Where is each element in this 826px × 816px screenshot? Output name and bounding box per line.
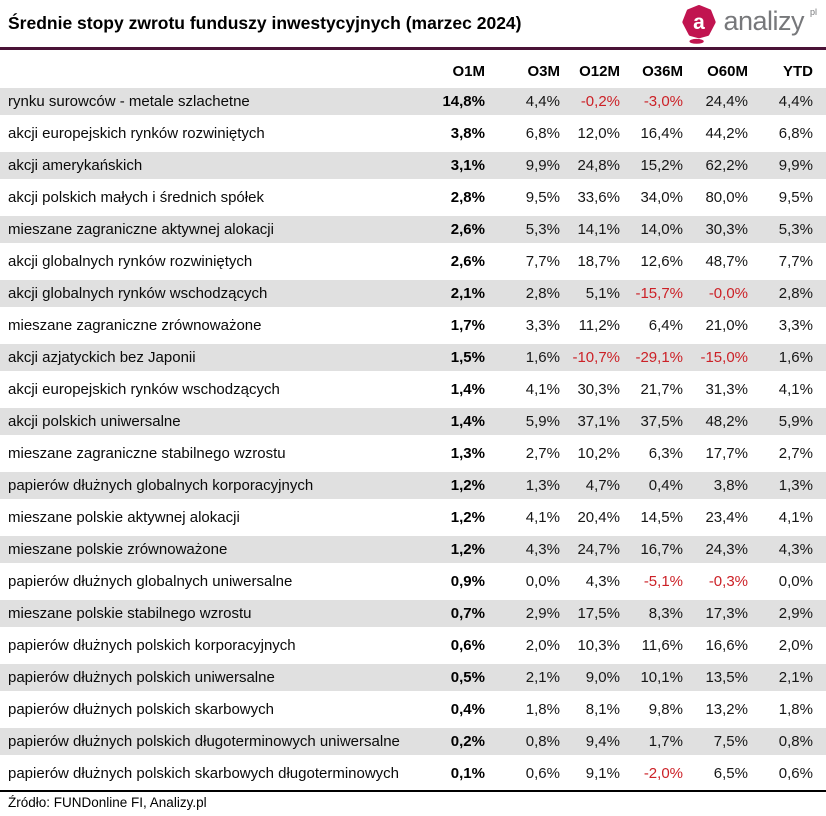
- column-header-o3m: O3M: [527, 62, 560, 80]
- fund-category-label: rynku surowców - metale szlachetne: [8, 93, 250, 110]
- value-o3m: 0,6%: [525, 765, 560, 782]
- column-header-ytd: YTD: [783, 62, 813, 80]
- value-o12m: 4,3%: [585, 573, 620, 590]
- analizy-logo: [680, 4, 818, 44]
- value-o12m: -0,2%: [580, 93, 620, 110]
- value-ytd: 7,7%: [778, 253, 813, 270]
- value-ytd: 2,1%: [778, 669, 813, 686]
- value-o1m: 2,6%: [450, 253, 485, 270]
- value-o12m: 18,7%: [577, 253, 620, 270]
- fund-category-label: mieszane polskie zrównoważone: [8, 541, 228, 558]
- table-row: [0, 632, 826, 659]
- value-ytd: 2,0%: [778, 637, 813, 654]
- fund-category-label: papierów dłużnych polskich skarbowych długoterminowych: [8, 765, 400, 782]
- value-o3m: 9,5%: [525, 189, 560, 206]
- value-o60m: 6,5%: [713, 765, 748, 782]
- source-note: Źródło: FUNDonline FI, Analizy.pl: [8, 795, 207, 810]
- value-o3m: 4,4%: [525, 93, 560, 110]
- value-o1m: 14,8%: [442, 93, 485, 110]
- value-o60m: 44,2%: [705, 125, 748, 142]
- logo-wordmark: analizy: [723, 6, 804, 36]
- value-o36m: 11,6%: [641, 637, 683, 654]
- value-o12m: 8,1%: [585, 701, 620, 718]
- table-row: [0, 664, 826, 691]
- column-header-o60m: O60M: [707, 62, 748, 80]
- value-ytd: 9,9%: [778, 157, 813, 174]
- value-o60m: 80,0%: [705, 189, 748, 206]
- table-row: [0, 408, 826, 435]
- value-o1m: 3,8%: [450, 125, 485, 142]
- table-row: [0, 88, 826, 115]
- value-o60m: 62,2%: [705, 157, 748, 174]
- value-o1m: 2,6%: [450, 221, 485, 238]
- value-o60m: 16,6%: [705, 637, 748, 654]
- value-ytd: 0,6%: [778, 765, 813, 782]
- value-o1m: 1,4%: [450, 381, 485, 398]
- value-o3m: 9,9%: [525, 157, 560, 174]
- value-ytd: 2,9%: [778, 605, 813, 622]
- value-o12m: 33,6%: [577, 189, 620, 206]
- value-o60m: 3,8%: [713, 477, 748, 494]
- value-o60m: 24,4%: [705, 93, 748, 110]
- value-o36m: 14,0%: [640, 221, 683, 238]
- fund-category-label: papierów dłużnych polskich korporacyjnych: [8, 637, 296, 654]
- value-ytd: 4,4%: [778, 93, 813, 110]
- fund-category-label: akcji globalnych rynków wschodzących: [8, 285, 268, 302]
- value-o36m: 14,5%: [640, 509, 683, 526]
- fund-category-label: akcji polskich małych i średnich spółek: [8, 189, 264, 206]
- value-o1m: 0,6%: [450, 637, 485, 654]
- value-o3m: 2,0%: [525, 637, 560, 654]
- column-header-o36m: O36M: [642, 62, 683, 80]
- fund-category-label: mieszane polskie stabilnego wzrostu: [8, 605, 252, 622]
- fund-category-label: mieszane zagraniczne stabilnego wzrostu: [8, 445, 286, 462]
- fund-category-label: akcji europejskich rynków wschodzących: [8, 381, 280, 398]
- value-o12m: 37,1%: [577, 413, 620, 430]
- table-row: [0, 216, 826, 243]
- table-row: [0, 760, 826, 787]
- fund-category-label: papierów dłużnych polskich uniwersalne: [8, 669, 275, 686]
- value-o1m: 1,2%: [450, 509, 485, 526]
- value-o36m: -5,1%: [643, 573, 683, 590]
- value-o1m: 0,5%: [450, 669, 485, 686]
- value-o36m: 6,3%: [648, 445, 683, 462]
- value-o12m: 9,1%: [585, 765, 620, 782]
- value-o3m: 6,8%: [525, 125, 560, 142]
- fund-category-label: papierów dłużnych globalnych korporacyjnych: [8, 477, 314, 494]
- value-o36m: 1,7%: [648, 733, 683, 750]
- footer-divider: [0, 790, 826, 792]
- fund-category-label: akcji polskich uniwersalne: [8, 413, 181, 430]
- value-o36m: 16,4%: [640, 125, 683, 142]
- value-o12m: 12,0%: [577, 125, 620, 142]
- value-ytd: 6,8%: [778, 125, 813, 142]
- value-o60m: 30,3%: [705, 221, 748, 238]
- value-o1m: 1,5%: [450, 349, 485, 366]
- table-row: [0, 152, 826, 179]
- fund-category-label: papierów dłużnych polskich skarbowych: [8, 701, 274, 718]
- value-o60m: 13,2%: [705, 701, 748, 718]
- value-ytd: 1,8%: [778, 701, 813, 718]
- fund-category-label: akcji globalnych rynków rozwiniętych: [8, 253, 253, 270]
- value-o12m: 20,4%: [577, 509, 620, 526]
- fund-category-label: akcji azjatyckich bez Japonii: [8, 349, 196, 366]
- table-row: [0, 696, 826, 723]
- table-header-row: [0, 56, 826, 86]
- table-row: [0, 312, 826, 339]
- table-row: [0, 600, 826, 627]
- fund-category-label: papierów dłużnych polskich długoterminowych uniwersalne: [8, 733, 400, 750]
- value-o36m: -2,0%: [643, 765, 683, 782]
- value-o60m: 48,7%: [705, 253, 748, 270]
- value-o36m: 37,5%: [640, 413, 683, 430]
- title-divider: [0, 47, 826, 50]
- value-ytd: 1,3%: [778, 477, 813, 494]
- value-o3m: 1,3%: [525, 477, 560, 494]
- value-o3m: 1,8%: [525, 701, 560, 718]
- value-o1m: 0,2%: [450, 733, 485, 750]
- value-o12m: 24,8%: [577, 157, 620, 174]
- value-o1m: 3,1%: [450, 157, 485, 174]
- value-o3m: 0,0%: [525, 573, 560, 590]
- value-ytd: 0,0%: [778, 573, 813, 590]
- value-o36m: -3,0%: [643, 93, 683, 110]
- value-o60m: 17,3%: [705, 605, 748, 622]
- value-o12m: 10,2%: [577, 445, 620, 462]
- value-o3m: 4,1%: [525, 381, 560, 398]
- value-o60m: -0,0%: [708, 285, 748, 302]
- value-o1m: 0,9%: [450, 573, 485, 590]
- value-ytd: 4,1%: [778, 509, 813, 526]
- value-o12m: -10,7%: [572, 349, 620, 366]
- value-o36m: 6,4%: [648, 317, 683, 334]
- table-row: [0, 472, 826, 499]
- value-ytd: 1,6%: [778, 349, 813, 366]
- value-o12m: 14,1%: [577, 221, 620, 238]
- value-o3m: 2,9%: [525, 605, 560, 622]
- value-o36m: -15,7%: [635, 285, 683, 302]
- value-ytd: 2,8%: [778, 285, 813, 302]
- table-row: [0, 536, 826, 563]
- value-o3m: 5,3%: [525, 221, 560, 238]
- fund-category-label: papierów dłużnych globalnych uniwersalne: [8, 573, 293, 590]
- value-o1m: 2,8%: [450, 189, 485, 206]
- value-o36m: 15,2%: [640, 157, 683, 174]
- table-body: [0, 88, 826, 792]
- table-row: [0, 728, 826, 755]
- value-o60m: -0,3%: [708, 573, 748, 590]
- value-o3m: 7,7%: [525, 253, 560, 270]
- value-o36m: 10,1%: [640, 669, 683, 686]
- value-o12m: 4,7%: [585, 477, 620, 494]
- table-row: [0, 248, 826, 275]
- value-ytd: 5,3%: [778, 221, 813, 238]
- value-o1m: 1,7%: [450, 317, 485, 334]
- table-row: [0, 568, 826, 595]
- value-o60m: -15,0%: [700, 349, 748, 366]
- value-o3m: 0,8%: [525, 733, 560, 750]
- value-o1m: 1,4%: [450, 413, 485, 430]
- table-row: [0, 440, 826, 467]
- table-row: [0, 280, 826, 307]
- value-ytd: 4,3%: [778, 541, 813, 558]
- fund-category-label: akcji amerykańskich: [8, 157, 143, 174]
- value-o36m: -29,1%: [635, 349, 683, 366]
- value-o36m: 9,8%: [648, 701, 683, 718]
- value-o3m: 1,6%: [525, 349, 560, 366]
- value-o36m: 8,3%: [648, 605, 683, 622]
- value-o60m: 24,3%: [705, 541, 748, 558]
- value-o12m: 11,2%: [578, 317, 620, 334]
- value-o1m: 0,1%: [450, 765, 485, 782]
- table-row: [0, 184, 826, 211]
- value-o3m: 2,7%: [525, 445, 560, 462]
- value-ytd: 4,1%: [778, 381, 813, 398]
- value-o12m: 9,0%: [585, 669, 620, 686]
- fund-category-label: mieszane zagraniczne aktywnej alokacji: [8, 221, 274, 238]
- table-row: [0, 376, 826, 403]
- value-o3m: 5,9%: [525, 413, 560, 430]
- value-o36m: 21,7%: [640, 381, 683, 398]
- value-o12m: 24,7%: [577, 541, 620, 558]
- value-o60m: 31,3%: [705, 381, 748, 398]
- value-o3m: 2,1%: [525, 669, 560, 686]
- value-o36m: 34,0%: [640, 189, 683, 206]
- value-o3m: 4,1%: [525, 509, 560, 526]
- value-o12m: 9,4%: [585, 733, 620, 750]
- value-o36m: 0,4%: [648, 477, 683, 494]
- value-o1m: 1,3%: [450, 445, 485, 462]
- logo-superscript: pl: [809, 6, 817, 17]
- header: [0, 0, 826, 47]
- value-o60m: 23,4%: [705, 509, 748, 526]
- value-o3m: 4,3%: [525, 541, 560, 558]
- column-header-o12m: O12M: [579, 62, 620, 80]
- fund-category-label: akcji europejskich rynków rozwiniętych: [8, 125, 265, 142]
- page-title: Średnie stopy zwrotu funduszy inwestycyjnych (marzec 2024): [8, 12, 522, 33]
- value-o60m: 7,5%: [713, 733, 748, 750]
- value-o12m: 5,1%: [585, 285, 620, 302]
- fund-category-label: mieszane zagraniczne zrównoważone: [8, 317, 262, 334]
- value-ytd: 9,5%: [778, 189, 813, 206]
- value-ytd: 3,3%: [778, 317, 813, 334]
- column-header-o1m: O1M: [452, 62, 485, 80]
- value-o1m: 0,4%: [450, 701, 485, 718]
- value-o60m: 48,2%: [705, 413, 748, 430]
- value-o12m: 30,3%: [577, 381, 620, 398]
- value-ytd: 0,8%: [778, 733, 813, 750]
- value-o3m: 3,3%: [525, 317, 560, 334]
- analizy-badge-icon: [680, 4, 718, 44]
- value-o60m: 17,7%: [705, 445, 748, 462]
- table-row: [0, 504, 826, 531]
- value-ytd: 2,7%: [778, 445, 813, 462]
- value-o1m: 0,7%: [450, 605, 485, 622]
- value-o12m: 10,3%: [577, 637, 620, 654]
- value-ytd: 5,9%: [778, 413, 813, 430]
- logo-letter: a: [693, 10, 706, 34]
- value-o1m: 1,2%: [450, 477, 485, 494]
- table-row: [0, 120, 826, 147]
- value-o36m: 16,7%: [640, 541, 683, 558]
- table-row: [0, 344, 826, 371]
- value-o60m: 13,5%: [705, 669, 748, 686]
- value-o3m: 2,8%: [525, 285, 560, 302]
- fund-category-label: mieszane polskie aktywnej alokacji: [8, 509, 240, 526]
- value-o36m: 12,6%: [640, 253, 683, 270]
- value-o60m: 21,0%: [705, 317, 748, 334]
- value-o1m: 1,2%: [450, 541, 485, 558]
- value-o12m: 17,5%: [577, 605, 620, 622]
- value-o1m: 2,1%: [450, 285, 485, 302]
